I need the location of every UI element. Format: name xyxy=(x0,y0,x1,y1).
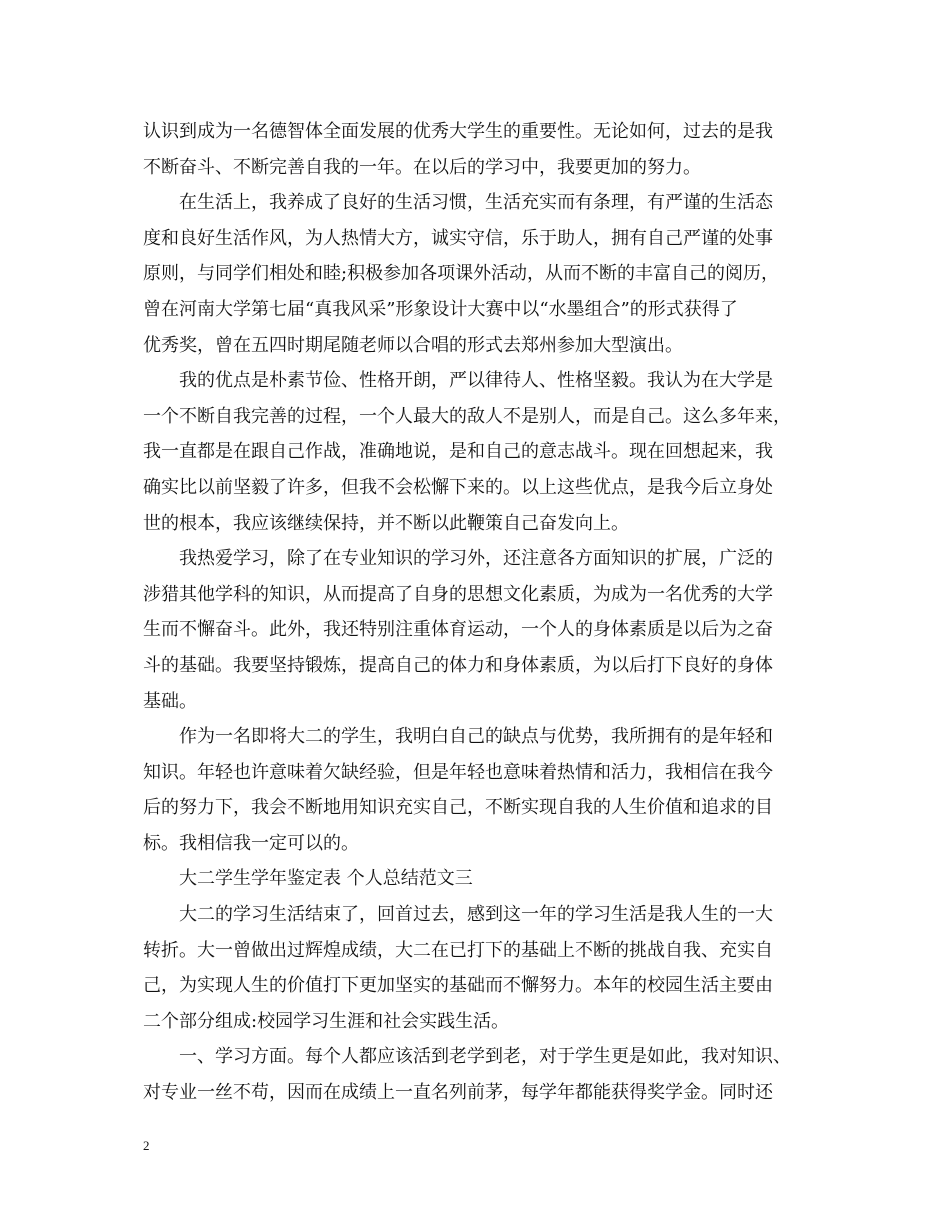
text-line: 涉猎其他学科的知识，从而提高了自身的思想文化素质，为成为一名优秀的大学 xyxy=(143,583,773,605)
paragraph-first-line: 大二学生学年鉴定表 个人总结范文三 xyxy=(179,868,473,890)
text-line: 认识到成为一名德智体全面发展的优秀大学生的重要性。无论如何，过去的是我 xyxy=(143,121,773,142)
paragraph-first-line: 在生活上，我养成了良好的生活习惯，生活充实而有条理，有严谨的生活态 xyxy=(179,192,773,214)
text-line: 确实比以前坚毅了许多，但我不会松懈下来的。以上这些优点，是我今后立身处 xyxy=(143,476,773,498)
paragraph-first-line: 一、学习方面。每个人都应该活到老学到老，对于学生更是如此，我对知识、 xyxy=(179,1046,791,1068)
text-line: 一个不断自我完善的过程，一个人最大的敌人不是别人，而是自己。这么多年来， xyxy=(143,405,791,427)
paragraph-first-line: 我热爱学习，除了在专业知识的学习外，还注意各方面知识的扩展，广泛的 xyxy=(179,548,773,570)
body-text xyxy=(143,114,833,1111)
text-line: 生而不懈奋斗。此外，我还特别注重体育运动，一个人的身体素质是以后为之奋 xyxy=(143,619,773,641)
paragraph-first-line: 我的优点是朴素节俭、性格开朗，严以律待人、性格坚毅。我认为在大学是 xyxy=(179,370,773,392)
page-number: 2 xyxy=(143,1138,150,1153)
text-line: 基础。 xyxy=(143,690,197,712)
text-line: 不断奋斗、不断完善自我的一年。在以后的学习中，我要更加的努力。 xyxy=(143,156,701,178)
paragraph-first-line: 作为一名即将大二的学生，我明白自己的缺点与优势，我所拥有的是年轻和 xyxy=(179,726,773,748)
text-line: 后的努力下，我会不断地用知识充实自己，不断实现自我的人生价值和追求的目 xyxy=(143,797,773,819)
text-line: 曾在河南大学第七届“真我风采”形象设计大赛中以“水墨组合”的形式获得了 xyxy=(143,298,738,320)
text-line: 转折。大一曾做出过辉煌成绩，大二在已打下的基础上不断的挑战自我、充实自 xyxy=(143,939,773,961)
text-line: 标。我相信我一定可以的。 xyxy=(143,832,359,854)
text-line: 度和良好生活作风，为人热情大方，诚实守信，乐于助人，拥有自己严谨的处事 xyxy=(143,227,773,249)
text-line: 原则，与同学们相处和睦;积极参加各项课外活动，从而不断的丰富自己的阅历， xyxy=(143,263,780,285)
text-line: 二个部分组成:校园学习生涯和社会实践生活。 xyxy=(143,1010,510,1032)
paragraph-first-line: 大二的学习生活结束了，回首过去，感到这一年的学习生活是我人生的一大 xyxy=(179,904,773,926)
text-line: 知识。年轻也许意味着欠缺经验，但是年轻也意味着热情和活力，我相信在我今 xyxy=(143,761,773,783)
text-line: 世的根本，我应该继续保持，并不断以此鞭策自己奋发向上。 xyxy=(143,512,629,534)
text-line: 斗的基础。我要坚持锻炼，提高自己的体力和身体素质，为以后打下良好的身体 xyxy=(143,654,773,676)
text-line: 对专业一丝不苟，因而在成绩上一直名列前茅，每学年都能获得奖学金。同时还 xyxy=(143,1082,773,1104)
text-line: 己，为实现人生的价值打下更加坚实的基础而不懈努力。本年的校园生活主要由 xyxy=(143,975,773,997)
text-line: 优秀奖，曾在五四时期尾随老师以合唱的形式去郑州参加大型演出。 xyxy=(143,334,683,356)
text-line: 我一直都是在跟自己作战，准确地说，是和自己的意志战斗。现在回想起来，我 xyxy=(143,441,773,463)
